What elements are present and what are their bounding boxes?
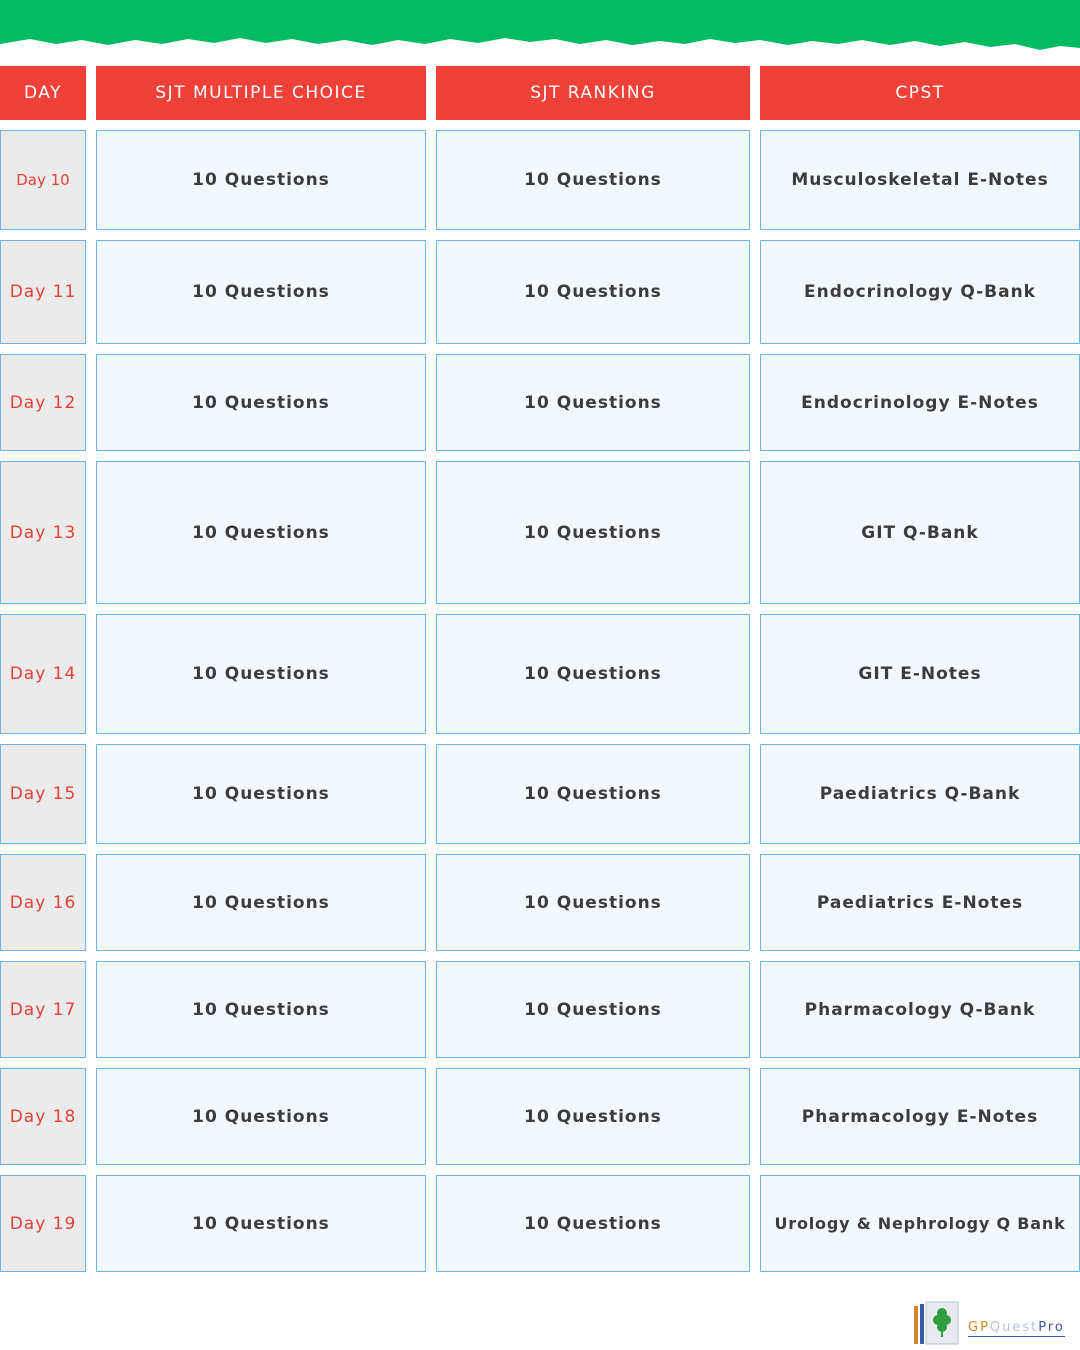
header-day: DAY xyxy=(0,66,86,120)
cpst-cell: Endocrinology Q-Bank xyxy=(760,240,1080,344)
sjt-ranking-cell: 10 Questions xyxy=(436,961,750,1058)
sjt-mc-cell: 10 Questions xyxy=(96,461,426,604)
day-cell: Day 11 xyxy=(0,240,86,344)
logo-quest: Quest xyxy=(989,1320,1039,1335)
cpst-cell: Urology & Nephrology Q Bank xyxy=(760,1175,1080,1272)
gpquestpro-logo-text xyxy=(968,1320,1065,1337)
day-cell: Day 12 xyxy=(0,354,86,451)
sjt-mc-cell: 10 Questions xyxy=(96,354,426,451)
cpst-cell: GIT Q-Bank xyxy=(760,461,1080,604)
header-sjt-ranking: SJT RANKING xyxy=(436,66,750,120)
cpst-cell: Paediatrics E-Notes xyxy=(760,854,1080,951)
sjt-ranking-cell: 10 Questions xyxy=(436,1175,750,1272)
header-cpst: CPST xyxy=(760,66,1080,120)
cpst-cell: GIT E-Notes xyxy=(760,614,1080,734)
cpst-cell: Pharmacology Q-Bank xyxy=(760,961,1080,1058)
clover-book-logo-icon xyxy=(912,1300,962,1348)
sjt-mc-cell: 10 Questions xyxy=(96,1068,426,1165)
sjt-ranking-cell: 10 Questions xyxy=(436,130,750,230)
sjt-mc-cell: 10 Questions xyxy=(96,961,426,1058)
top-banner xyxy=(0,0,1080,60)
day-cell: Day 15 xyxy=(0,744,86,844)
cpst-cell: Musculoskeletal E-Notes xyxy=(760,130,1080,230)
sjt-mc-cell: 10 Questions xyxy=(96,854,426,951)
day-cell: Day 17 xyxy=(0,961,86,1058)
sjt-mc-cell: 10 Questions xyxy=(96,614,426,734)
day-cell: Day 10 xyxy=(0,130,86,230)
sjt-ranking-cell: 10 Questions xyxy=(436,354,750,451)
sjt-mc-cell: 10 Questions xyxy=(96,240,426,344)
sjt-ranking-cell: 10 Questions xyxy=(436,461,750,604)
sjt-mc-cell: 10 Questions xyxy=(96,744,426,844)
cpst-cell: Pharmacology E-Notes xyxy=(760,1068,1080,1165)
sjt-mc-cell: 10 Questions xyxy=(96,1175,426,1272)
cpst-cell: Paediatrics Q-Bank xyxy=(760,744,1080,844)
day-cell: Day 14 xyxy=(0,614,86,734)
day-cell: Day 19 xyxy=(0,1175,86,1272)
sjt-mc-cell: 10 Questions xyxy=(96,130,426,230)
day-cell: Day 13 xyxy=(0,461,86,604)
day-cell: Day 18 xyxy=(0,1068,86,1165)
sjt-ranking-cell: 10 Questions xyxy=(436,854,750,951)
sjt-ranking-cell: 10 Questions xyxy=(436,240,750,344)
sjt-ranking-cell: 10 Questions xyxy=(436,744,750,844)
logo-gp: GP xyxy=(968,1320,990,1335)
logo-pro: Pro xyxy=(1038,1320,1065,1335)
header-sjt-multiple-choice: SJT MULTIPLE CHOICE xyxy=(96,66,426,120)
cpst-cell: Endocrinology E-Notes xyxy=(760,354,1080,451)
sjt-ranking-cell: 10 Questions xyxy=(436,1068,750,1165)
sjt-ranking-cell: 10 Questions xyxy=(436,614,750,734)
day-cell: Day 16 xyxy=(0,854,86,951)
